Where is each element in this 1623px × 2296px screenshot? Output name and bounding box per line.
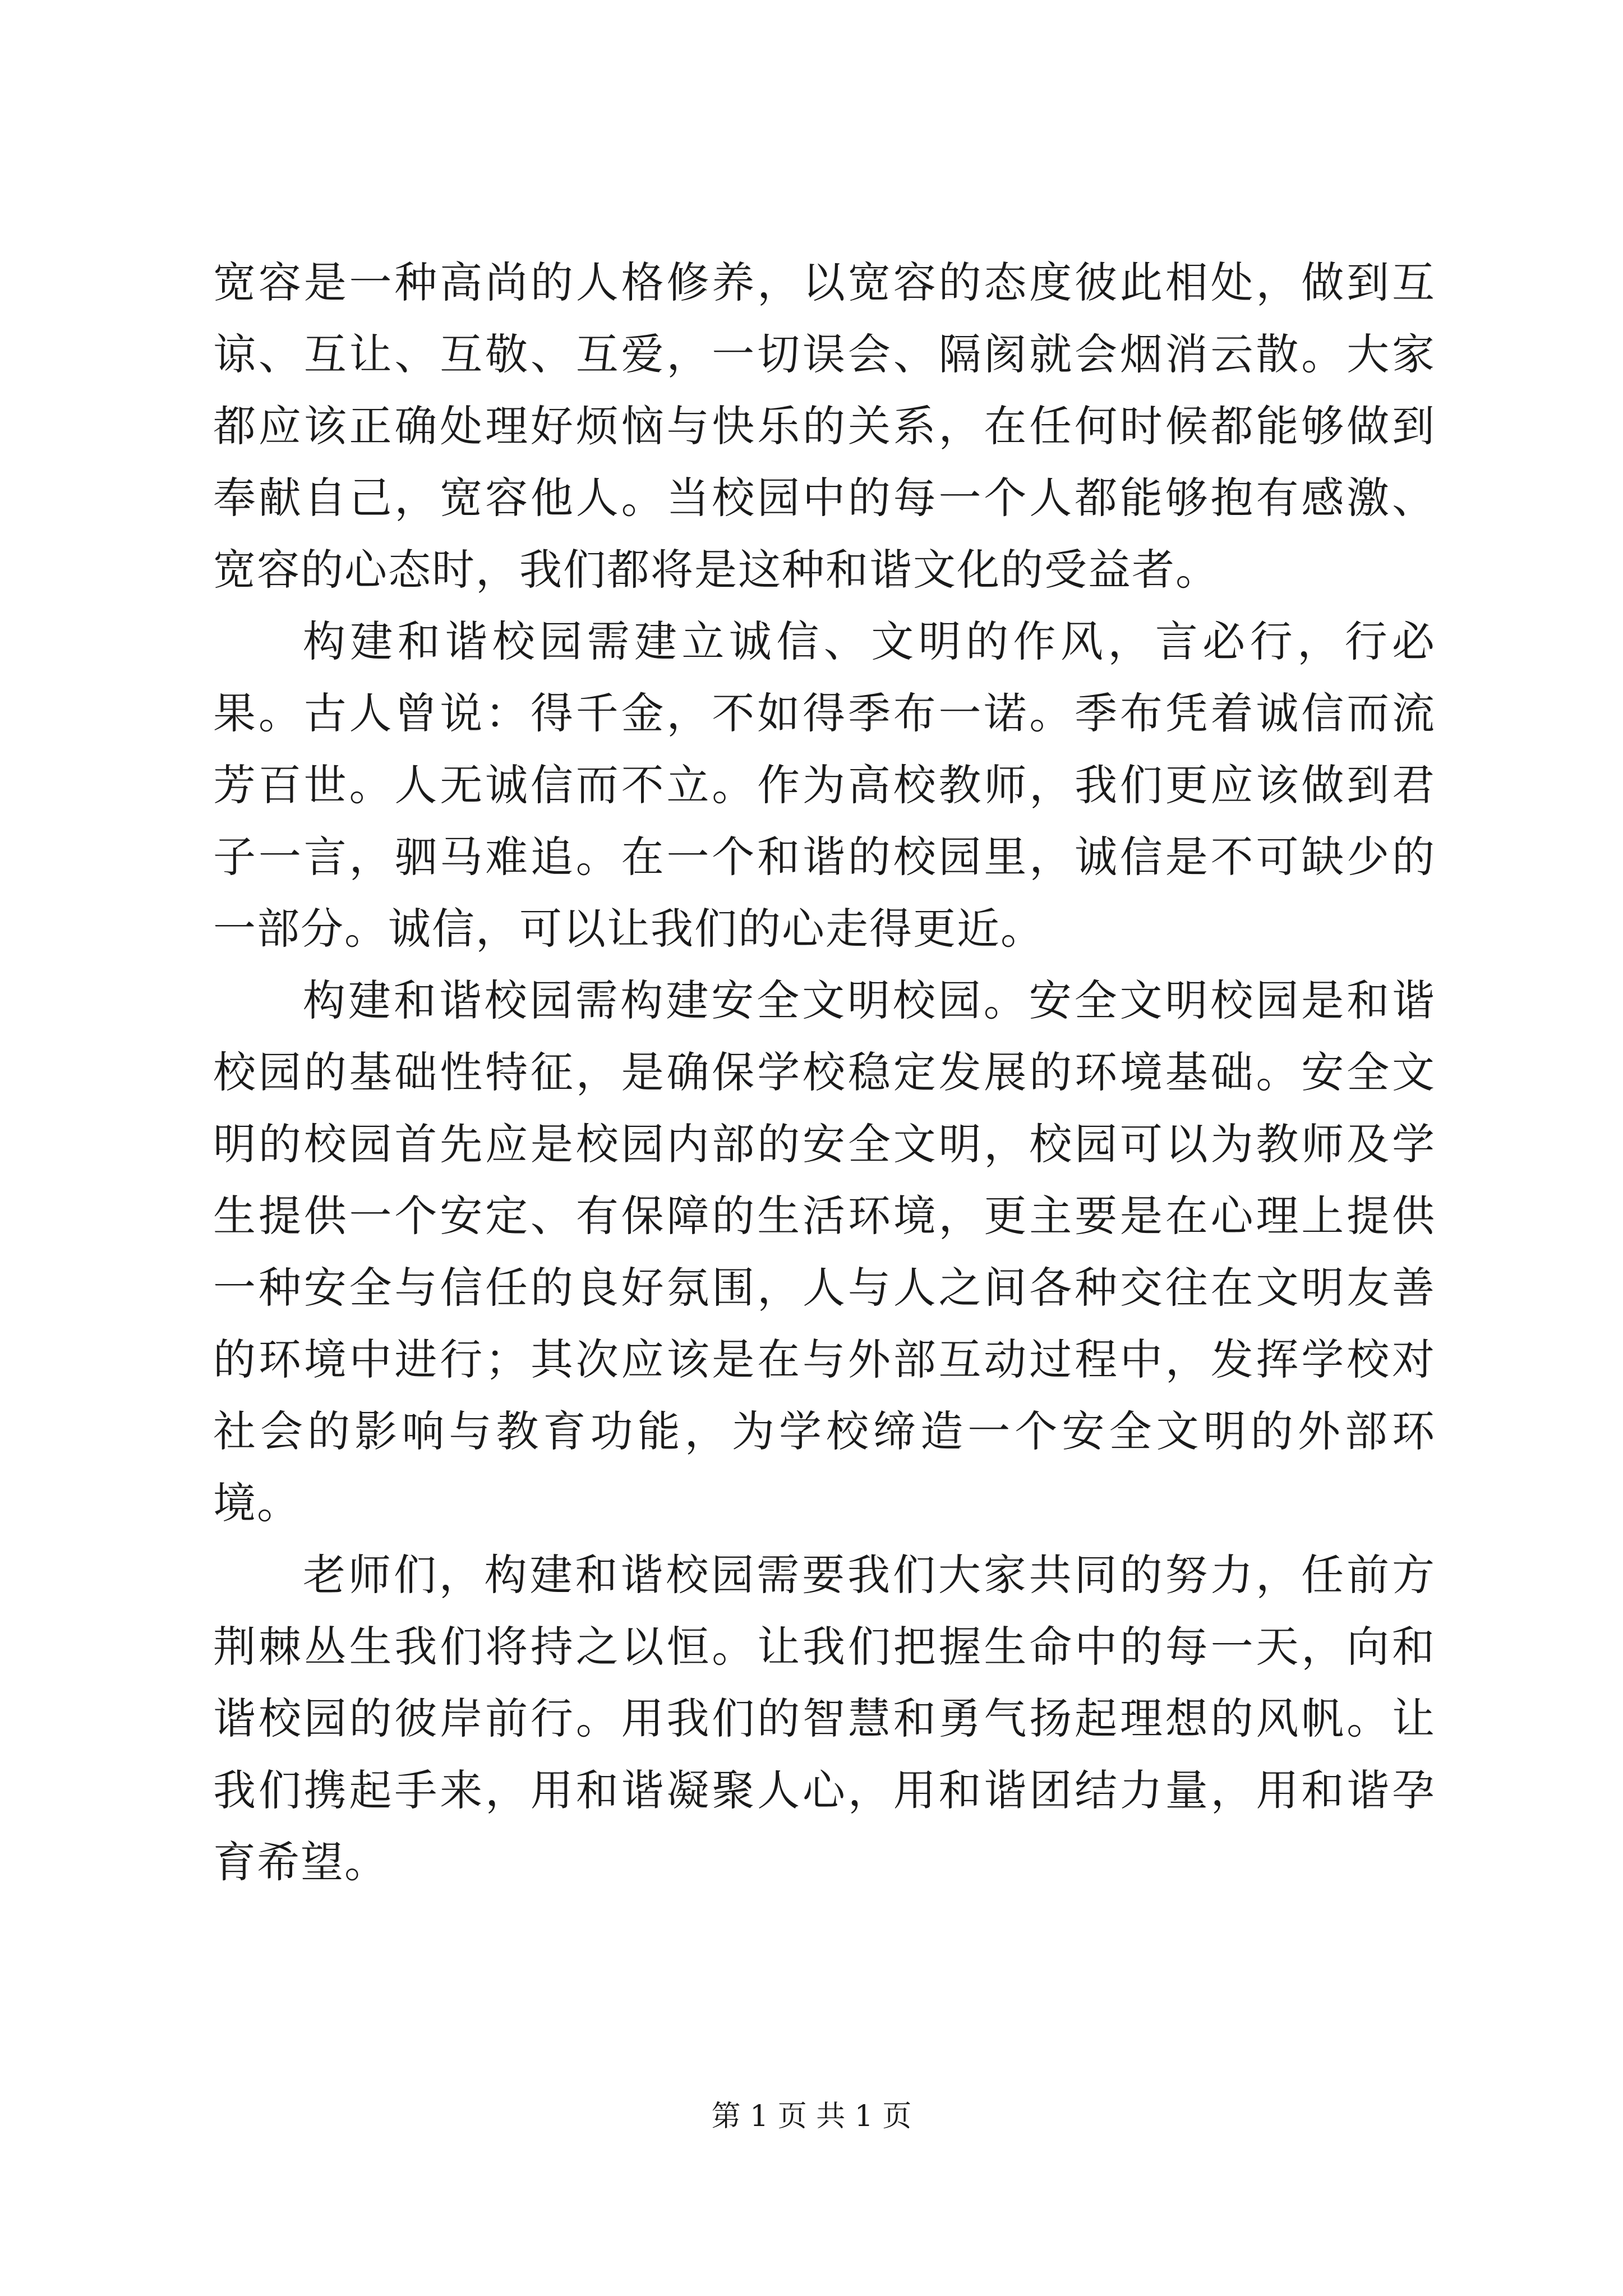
document-body xyxy=(213,247,1436,1898)
paragraph-safe-campus: 构建和谐校园需构建安全文明校园。安全文明校园是和谐校园的基础性特征，是确保学校稳定发展的环境基础。安全文明的校园首先应是校园内部的安全文明，校园可以为教师及学生提供一个安定、有保障的生活环境，更主要是在心理上提供一种安全与信任的良好氛围，人与人之间各种交往在文明友善的环境中进行；其次应该是在与外部互动过程中，发挥学校对社会的影响与教育功能，为学校缔造一个安全文明的外部环境。 xyxy=(213,976,1436,1528)
page-footer: 第 1 页 共 1 页 xyxy=(711,2100,912,2133)
paragraph-tolerance: 宽容是一种高尚的人格修养，以宽容的态度彼此相处，做到互谅、互让、互敬、互爱，一切误会、隔阂就会烟消云散。大家都应该正确处理好烦恼与快乐的关系，在任何时候都能够做到奉献自己，宽容他人。当校园中的每一个人都能够抱有感激、宽容的心态时，我们都将是这种和谐文化的受益者。 xyxy=(213,257,1436,595)
paragraph-closing: 老师们，构建和谐校园需要我们大家共同的努力，任前方荆棘丛生我们将持之以恒。让我们把握生命中的每一天，向和谐校园的彼岸前行。用我们的智慧和勇气扬起理想的风帆。让我们携起手来，用和谐凝聚人心，用和谐团结力量，用和谐孕育希望。 xyxy=(213,1550,1436,1887)
paragraph-integrity: 构建和谐校园需建立诚信、文明的作风，言必行，行必果。古人曾说：得千金，不如得季布一诺。季布凭着诚信而流芳百世。人无诚信而不立。作为高校教师，我们更应该做到君子一言，驷马难追。在一个和谐的校园里，诚信是不可缺少的一部分。诚信，可以让我们的心走得更近。 xyxy=(213,616,1436,954)
